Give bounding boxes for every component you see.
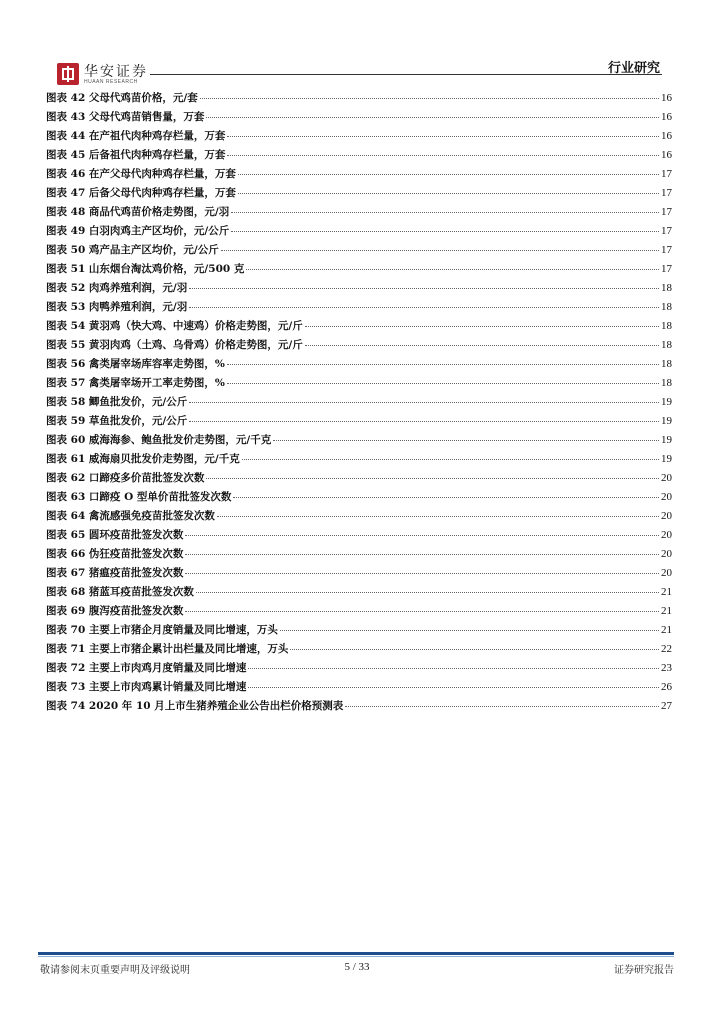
toc-entry-page: 20 — [661, 510, 672, 522]
toc-leader-dots — [200, 92, 659, 99]
toc-entry[interactable] — [46, 450, 672, 469]
page-header — [0, 0, 724, 90]
toc-entry-page: 20 — [661, 472, 672, 484]
toc-entry-title: 图表 66 伪狂疫苗批签发次数 — [46, 548, 184, 560]
toc-entry-title: 图表 49 白羽肉鸡主产区均价，元/公斤 — [46, 225, 230, 237]
toc-leader-dots — [246, 263, 659, 270]
toc-entry[interactable] — [46, 317, 672, 336]
toc-leader-dots — [233, 491, 659, 498]
toc-entry[interactable] — [46, 564, 672, 583]
toc-entry[interactable] — [46, 697, 672, 716]
toc-leader-dots — [189, 396, 659, 403]
header-divider — [150, 74, 662, 75]
toc-leader-dots — [290, 643, 659, 650]
toc-entry[interactable] — [46, 89, 672, 108]
toc-entry-title: 图表 44 在产祖代肉种鸡存栏量，万套 — [46, 130, 226, 142]
toc-entry-title: 图表 50 鸡产品主产区均价，元/公斤 — [46, 244, 219, 256]
toc-entry[interactable] — [46, 241, 672, 260]
toc-entry[interactable] — [46, 545, 672, 564]
toc-entry[interactable] — [46, 640, 672, 659]
toc-entry-page: 19 — [661, 396, 672, 408]
toc-leader-dots — [248, 662, 659, 669]
toc-entry-page: 18 — [661, 282, 672, 294]
toc-entry-page: 19 — [661, 453, 672, 465]
toc-entry-title: 图表 43 父母代鸡苗销售量，万套 — [46, 111, 205, 123]
toc-entry[interactable] — [46, 488, 672, 507]
toc-entry-title: 图表 71 主要上市猪企累计出栏量及同比增速，万头 — [46, 643, 289, 655]
toc-leader-dots — [206, 472, 659, 479]
toc-entry[interactable] — [46, 108, 672, 127]
toc-entry[interactable] — [46, 127, 672, 146]
toc-entry-page: 18 — [661, 377, 672, 389]
toc-entry-page: 27 — [661, 700, 672, 712]
toc-entry-page: 16 — [661, 149, 672, 161]
toc-leader-dots — [185, 567, 659, 574]
toc-leader-dots — [189, 301, 659, 308]
toc-entry[interactable] — [46, 298, 672, 317]
toc-entry[interactable] — [46, 583, 672, 602]
toc-entry[interactable] — [46, 184, 672, 203]
toc-entry[interactable] — [46, 602, 672, 621]
toc-entry-title: 图表 47 后备父母代肉种鸡存栏量，万套 — [46, 187, 236, 199]
toc-leader-dots — [305, 339, 659, 346]
footer-disclaimer: 敬请参阅末页重要声明及评级说明 — [40, 965, 190, 976]
toc-entry-page: 16 — [661, 111, 672, 123]
toc-entry[interactable] — [46, 412, 672, 431]
toc-entry-title: 图表 69 腹泻疫苗批签发次数 — [46, 605, 184, 617]
toc-leader-dots — [221, 244, 659, 251]
toc-leader-dots — [227, 377, 659, 384]
toc-leader-dots — [238, 187, 659, 194]
toc-leader-dots — [305, 320, 659, 327]
toc-entry[interactable] — [46, 678, 672, 697]
toc-entry-title: 图表 48 商品代鸡苗价格走势图，元/羽 — [46, 206, 230, 218]
toc-leader-dots — [217, 510, 659, 517]
logo-chinese-text: 华安证券 — [84, 64, 148, 80]
toc-entry-page: 17 — [661, 206, 672, 218]
toc-leader-dots — [227, 149, 659, 156]
toc-entry-page: 17 — [661, 263, 672, 275]
toc-leader-dots — [248, 681, 659, 688]
toc-entry-title: 图表 67 猪瘟疫苗批签发次数 — [46, 567, 184, 579]
toc-entry-title: 图表 57 禽类屠宰场开工率走势图，% — [46, 377, 225, 389]
toc-entry[interactable] — [46, 203, 672, 222]
toc-entry-page: 18 — [661, 358, 672, 370]
toc-entry-title: 图表 52 肉鸡养殖利润，元/羽 — [46, 282, 188, 294]
toc-entry-title: 图表 55 黄羽肉鸡（土鸡、乌骨鸡）价格走势图，元/斤 — [46, 339, 303, 351]
toc-entry-title: 图表 72 主要上市肉鸡月度销量及同比增速 — [46, 662, 247, 674]
logo-english-text: HUAAN RESEARCH — [84, 79, 138, 85]
footer-divider — [38, 952, 674, 955]
toc-leader-dots — [231, 225, 659, 232]
toc-entry-title: 图表 58 鲫鱼批发价，元/公斤 — [46, 396, 188, 408]
section-label: 行业研究 — [607, 61, 660, 76]
toc-entry-page: 17 — [661, 187, 672, 199]
toc-entry-page: 22 — [661, 643, 672, 655]
toc-entry[interactable] — [46, 507, 672, 526]
page-footer — [40, 961, 674, 977]
toc-entry-title: 图表 45 后备祖代肉种鸡存栏量，万套 — [46, 149, 226, 161]
toc-entry[interactable] — [46, 393, 672, 412]
toc-entry-title: 图表 54 黄羽鸡（快大鸡、中速鸡）价格走势图，元/斤 — [46, 320, 303, 332]
toc-entry-page: 19 — [661, 434, 672, 446]
toc-entry-title: 图表 53 肉鸭养殖利润，元/羽 — [46, 301, 188, 313]
toc-entry-page: 17 — [661, 244, 672, 256]
toc-entry[interactable] — [46, 222, 672, 241]
toc-leader-dots — [189, 415, 659, 422]
toc-entry-title: 图表 56 禽类屠宰场库容率走势图，% — [46, 358, 225, 370]
toc-entry-page: 20 — [661, 567, 672, 579]
toc-leader-dots — [227, 130, 659, 137]
toc-entry-page: 20 — [661, 491, 672, 503]
toc-leader-dots — [227, 358, 659, 365]
toc-leader-dots — [185, 605, 659, 612]
toc-entry-title: 图表 60 威海海参、鲍鱼批发价走势图，元/千克 — [46, 434, 272, 446]
toc-entry[interactable] — [46, 621, 672, 640]
toc-entry-page: 21 — [661, 624, 672, 636]
toc-entry-title: 图表 73 主要上市肉鸡累计销量及同比增速 — [46, 681, 247, 693]
toc-entry-title: 图表 68 猪蓝耳疫苗批签发次数 — [46, 586, 194, 598]
toc-entry-page: 19 — [661, 415, 672, 427]
toc-entry[interactable] — [46, 336, 672, 355]
toc-leader-dots — [238, 168, 659, 175]
toc-entry-page: 18 — [661, 339, 672, 351]
toc-entry-title: 图表 74 2020 年 10 月上市生猪养殖企业公告出栏价格预测表 — [46, 700, 344, 712]
toc-entry[interactable] — [46, 374, 672, 393]
toc-leader-dots — [242, 453, 659, 460]
toc-entry-page: 26 — [661, 681, 672, 693]
toc-entry[interactable] — [46, 469, 672, 488]
toc-entry-page: 18 — [661, 301, 672, 313]
toc-entry-page: 23 — [661, 662, 672, 674]
toc-entry[interactable] — [46, 431, 672, 450]
toc-leader-dots — [345, 700, 659, 707]
toc-entry[interactable] — [46, 146, 672, 165]
toc-entry[interactable] — [46, 659, 672, 678]
toc-entry-title: 图表 42 父母代鸡苗价格，元/套 — [46, 92, 198, 104]
toc-entry[interactable] — [46, 279, 672, 298]
toc-entry-page: 21 — [661, 586, 672, 598]
table-of-figures — [46, 89, 672, 716]
toc-leader-dots — [185, 529, 659, 536]
toc-entry-title: 图表 70 主要上市猪企月度销量及同比增速，万头 — [46, 624, 278, 636]
toc-leader-dots — [280, 624, 659, 631]
toc-entry-title: 图表 59 草鱼批发价，元/公斤 — [46, 415, 188, 427]
toc-entry-page: 16 — [661, 92, 672, 104]
toc-entry-title: 图表 65 圆环疫苗批签发次数 — [46, 529, 184, 541]
toc-entry[interactable] — [46, 260, 672, 279]
toc-entry-title: 图表 61 威海扇贝批发价走势图，元/千克 — [46, 453, 240, 465]
toc-entry-page: 21 — [661, 605, 672, 617]
toc-leader-dots — [273, 434, 659, 441]
footer-divider-thin — [38, 956, 674, 957]
toc-entry-page: 17 — [661, 168, 672, 180]
toc-entry-title: 图表 62 口蹄疫多价苗批签发次数 — [46, 472, 205, 484]
toc-entry-title: 图表 63 口蹄疫 O 型单价苗批签发次数 — [46, 491, 232, 503]
toc-entry[interactable] — [46, 165, 672, 184]
toc-leader-dots — [231, 206, 659, 213]
footer-report-type: 证券研究报告 — [614, 965, 674, 976]
toc-leader-dots — [189, 282, 659, 289]
toc-entry-page: 18 — [661, 320, 672, 332]
page-number: 5 / 33 — [344, 961, 370, 973]
toc-leader-dots — [206, 111, 659, 118]
toc-entry[interactable] — [46, 355, 672, 374]
toc-entry-title: 图表 46 在产父母代肉种鸡存栏量，万套 — [46, 168, 236, 180]
toc-entry[interactable] — [46, 526, 672, 545]
toc-entry-title: 图表 64 禽流感强免疫苗批签发次数 — [46, 510, 215, 522]
toc-entry-page: 17 — [661, 225, 672, 237]
logo-icon — [57, 63, 79, 85]
toc-entry-page: 20 — [661, 529, 672, 541]
toc-leader-dots — [196, 586, 659, 593]
toc-entry-page: 16 — [661, 130, 672, 142]
toc-entry-title: 图表 51 山东烟台淘汰鸡价格，元/500 克 — [46, 263, 245, 275]
toc-leader-dots — [185, 548, 659, 555]
toc-entry-page: 20 — [661, 548, 672, 560]
